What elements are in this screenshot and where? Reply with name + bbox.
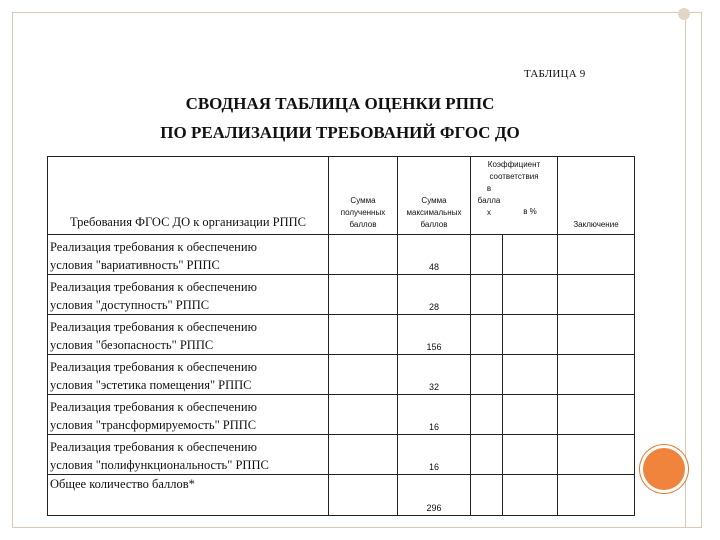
table-row bbox=[48, 235, 635, 275]
coef-percent-cell bbox=[503, 435, 558, 475]
max-points-cell: 16 bbox=[398, 395, 471, 435]
conclusion-cell bbox=[558, 235, 635, 275]
coef-percent-cell bbox=[503, 275, 558, 315]
coef-points-cell bbox=[471, 355, 503, 395]
coef-points-cell bbox=[471, 315, 503, 355]
received-points-cell bbox=[329, 435, 398, 475]
summary-table bbox=[47, 156, 635, 516]
coef-percent-cell bbox=[503, 235, 558, 275]
conclusion-cell bbox=[558, 395, 635, 435]
requirement-line2: условия "полифункциональность" РППС bbox=[50, 458, 269, 472]
conclusion-cell bbox=[558, 315, 635, 355]
conclusion-cell bbox=[558, 435, 635, 475]
received-points-cell bbox=[329, 355, 398, 395]
page-title-line1: СВОДНАЯ ТАБЛИЦА ОЦЕНКИ РППС bbox=[185, 94, 495, 113]
table-row bbox=[48, 395, 635, 435]
header-conclusion: Заключение bbox=[558, 157, 635, 235]
coef-percent-cell bbox=[503, 395, 558, 435]
max-points-cell: 48 bbox=[398, 235, 471, 275]
header-max-l3: баллов bbox=[420, 220, 448, 229]
table-header-row bbox=[48, 157, 635, 235]
received-points-cell bbox=[329, 475, 398, 516]
table-row bbox=[48, 275, 635, 315]
requirement-line1: Реализация требования к обеспечению bbox=[50, 280, 257, 294]
conclusion-cell bbox=[558, 355, 635, 395]
coef-percent-cell bbox=[503, 475, 558, 516]
coef-points-cell bbox=[471, 395, 503, 435]
conclusion-cell bbox=[558, 475, 635, 516]
requirement-line2: условия "трансформируемость" РППС bbox=[50, 418, 257, 432]
page-title-line2: ПО РЕАЛИЗАЦИИ ТРЕБОВАНИЙ ФГОС ДО bbox=[160, 123, 520, 142]
requirement-line1: Реализация требования к обеспечению bbox=[50, 360, 257, 374]
requirement-cell bbox=[48, 235, 329, 275]
table-total-row bbox=[48, 475, 635, 516]
slide-frame-line bbox=[685, 12, 686, 528]
requirement-line1: Реализация требования к обеспечению bbox=[50, 320, 257, 334]
decorative-dot-top bbox=[678, 8, 690, 20]
table-row bbox=[48, 355, 635, 395]
table-number-label: ТАБЛИЦА 9 bbox=[524, 68, 586, 80]
header-coef-l3: в bbox=[486, 184, 492, 193]
requirement-line1: Реализация требования к обеспечению bbox=[50, 240, 257, 254]
max-points-cell: 156 bbox=[398, 315, 471, 355]
max-points-cell: 28 bbox=[398, 275, 471, 315]
requirement-line2: условия "эстетика помещения" РППС bbox=[50, 378, 252, 392]
received-points-cell bbox=[329, 275, 398, 315]
max-points-cell: 16 bbox=[398, 435, 471, 475]
header-coef-in-points bbox=[473, 183, 505, 219]
requirement-cell bbox=[48, 395, 329, 435]
coef-points-cell bbox=[471, 475, 503, 516]
requirement-line2: условия "вариативность" РППС bbox=[50, 258, 220, 272]
header-coef-l1: Коэффициент bbox=[487, 160, 541, 169]
header-coefficient bbox=[471, 157, 558, 235]
conclusion-cell bbox=[558, 275, 635, 315]
requirement-line2: условия "безопасность" РППС bbox=[50, 338, 214, 352]
coef-points-cell bbox=[471, 235, 503, 275]
requirement-cell bbox=[48, 435, 329, 475]
received-points-cell bbox=[329, 315, 398, 355]
requirement-line2: условия "доступность" РППС bbox=[50, 298, 210, 312]
received-points-cell bbox=[329, 395, 398, 435]
requirement-cell bbox=[48, 315, 329, 355]
requirement-line1: Реализация требования к обеспечению bbox=[50, 440, 257, 454]
header-coef-l5: х bbox=[487, 208, 491, 217]
header-max-l1: Сумма bbox=[421, 196, 447, 205]
header-received-l2: полученных bbox=[340, 208, 386, 217]
header-max-l2: максимальных bbox=[406, 208, 462, 217]
header-received-points bbox=[329, 157, 398, 235]
header-received-l3: баллов bbox=[349, 220, 377, 229]
header-coef-l4: балла bbox=[477, 196, 501, 205]
requirement-line1: Реализация требования к обеспечению bbox=[50, 400, 257, 414]
coef-percent-cell bbox=[503, 355, 558, 395]
table-row bbox=[48, 435, 635, 475]
table-row bbox=[48, 315, 635, 355]
total-label: Общее количество баллов* bbox=[48, 475, 329, 516]
decorative-circle-bottom bbox=[640, 445, 688, 493]
header-coef-l2: соответствия bbox=[489, 172, 539, 181]
header-percent: в % bbox=[523, 207, 537, 216]
max-points-cell: 32 bbox=[398, 355, 471, 395]
total-max-points: 296 bbox=[398, 475, 471, 516]
requirement-cell bbox=[48, 275, 329, 315]
received-points-cell bbox=[329, 235, 398, 275]
coef-points-cell bbox=[471, 435, 503, 475]
coef-points-cell bbox=[471, 275, 503, 315]
coef-percent-cell bbox=[503, 315, 558, 355]
header-requirements: Требования ФГОС ДО к организации РППС bbox=[48, 157, 329, 235]
header-received-l1: Сумма bbox=[350, 196, 376, 205]
requirement-cell bbox=[48, 355, 329, 395]
header-max-points bbox=[398, 157, 471, 235]
